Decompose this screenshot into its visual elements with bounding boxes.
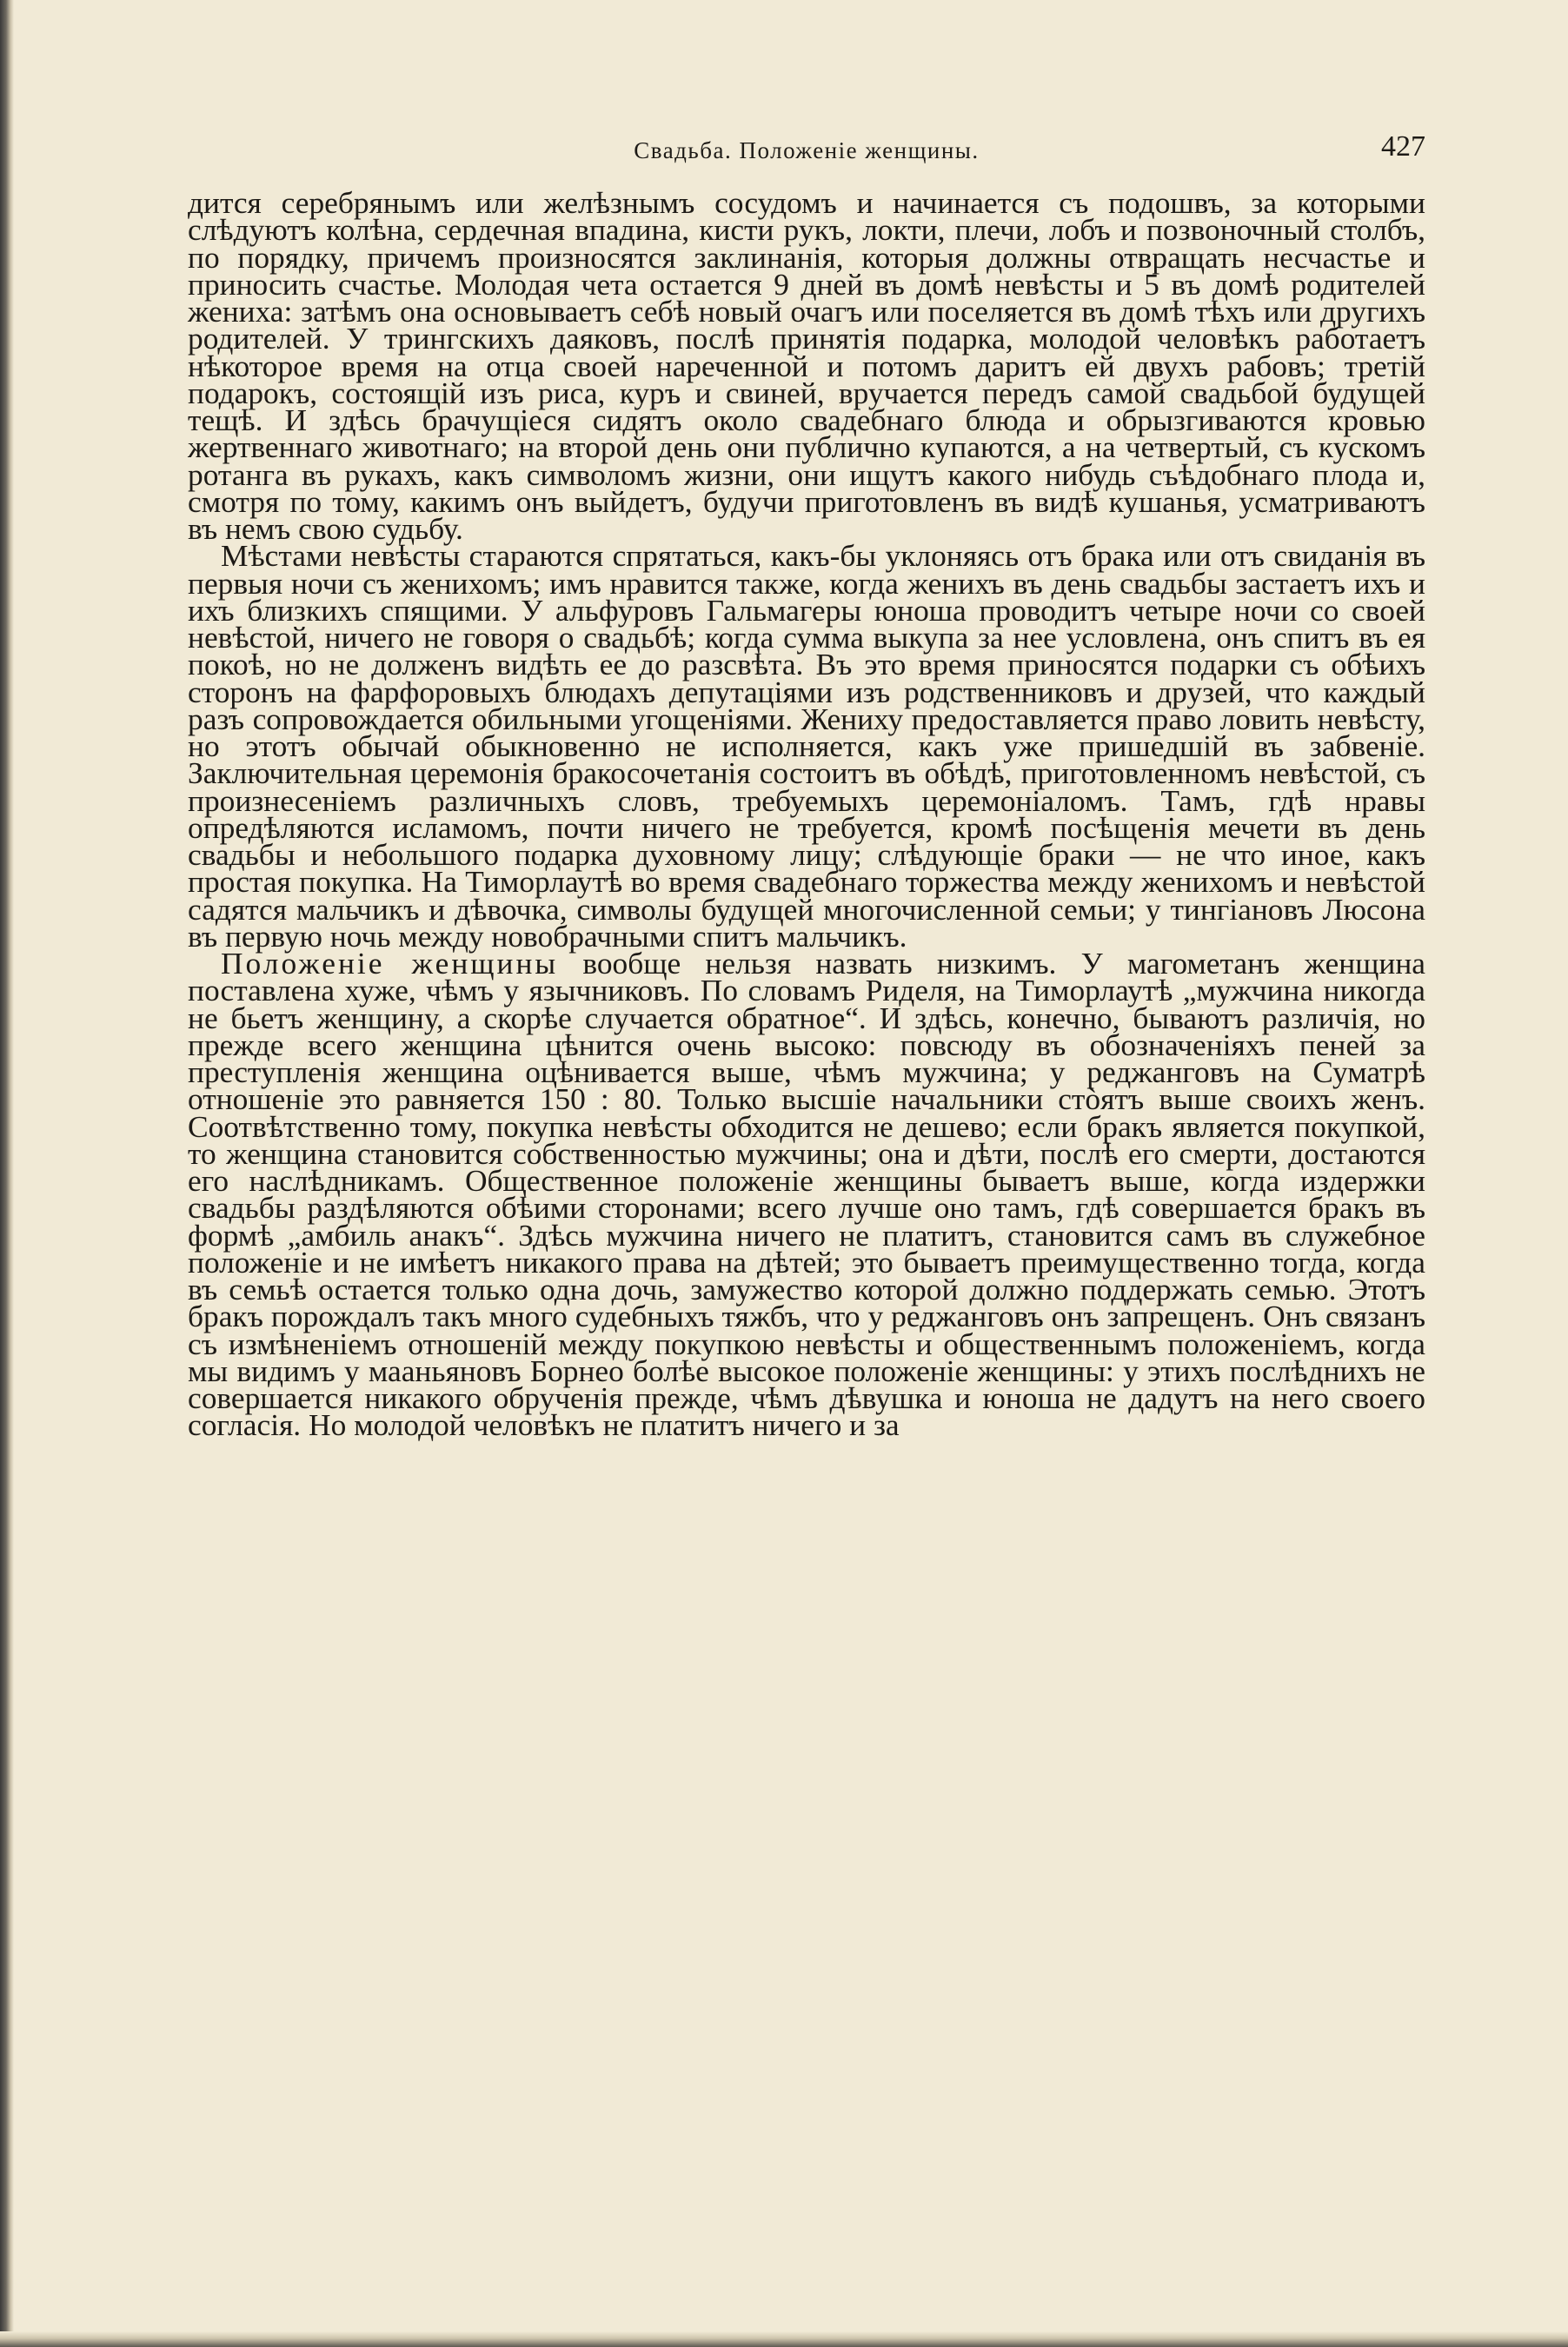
paragraph-continued: дится серебрянымъ или желѣзнымъ сосудомъ и начинается съ подошвъ, за которыми слѣдуютъ колѣна, сердечная впадина, кисти рукъ, локти, плечи, лобъ и позвоночный столбъ, по порядку, причемъ произносятся заклинанія, которыя должны отвращать несчастье и приносить счастье. Молодая чета остается 9 дней въ домѣ невѣсты и 5 въ домѣ родителей жениха: затѣмъ она основываетъ себѣ новый очагъ или поселяется въ домѣ тѣхъ или другихъ родителей. У трингскихъ даяковъ, послѣ принятія подарка, молодой человѣкъ работаетъ нѣкоторое время на отца своей нареченной и потомъ даритъ ей двухъ рабовъ; третій подарокъ, состоящій изъ риса, куръ и свиней, вручается передъ самой свадьбой будущей тещѣ. И здѣсь брачущіеся сидятъ около свадебнаго блюда и обрызгиваются кровью жертвеннаго животнаго; на второй день они публично купаются, а на четвертый, съ кускомъ ротанга въ рукахъ, какъ символомъ жизни, они ищутъ какого нибудь съѣдобнаго плода и, смотря по тому, какимъ онъ выйдетъ, будучи приготовленъ въ видѣ кушанья, усматриваютъ въ немъ свою судьбу. [188, 185, 1425, 546]
scan-edge-bottom [0, 2331, 1568, 2347]
paragraph-body: вообще нельзя назвать низкимъ. У магометанъ женщина поставлена хуже, чѣмъ у язычниковъ. По словамъ Риделя, на Тиморлаутѣ „мужчина никогда не бьетъ женщину, а скорѣе случается обратное“. И здѣсь, конечно, бываютъ различія, но прежде всего женщина цѣнится очень высоко: повсюду въ обозначеніяхъ пеней за преступленія женщина оцѣнивается выше, чѣмъ мужчина; у реджанговъ на Суматрѣ отношеніе это равняется 150 : 80. Только высшіе начальники стòятъ выше своихъ женъ. Соотвѣтственно тому, покупка невѣсты обходится не дешево; если бракъ является покупкой, то женщина становится собственностью мужчины; она и дѣти, послѣ его смерти, достаются его наслѣдникамъ. Общественное положеніе женщины бываетъ выше, когда издержки свадьбы раздѣляются обѣими сторонами; всего лучше оно тамъ, гдѣ совершается бракъ въ формѣ „амбиль анакъ“. Здѣсь мужчина ничего не платитъ, становится самъ въ служебное положеніе и не имѣетъ никакого права на дѣтей; это бываетъ преимущественно тогда, когда въ семьѣ остается только одна дочь, замужество которой должно поддержать семью. Этотъ бракъ порождалъ такъ много судебныхъ тяжбъ, что у реджанговъ онъ запрещенъ. Онъ связанъ съ измѣненіемъ отношеній между покупкою невѣсты и общественнымъ положеніемъ, когда мы видимъ у мааньяновъ Борнео болѣе высокое положеніе женщины: у этихъ послѣднихъ не совершается никакого обрученія прежде, чѣмъ дѣвушка и юноша не дадутъ на него своего согласія. Но молодой человѣкъ не платитъ ничего и за [188, 946, 1425, 1443]
paragraph-position-of-women [188, 946, 1425, 1443]
page-number: 427 [1381, 130, 1425, 163]
paragraph-brides-hiding: Мѣстами невѣсты стараются спрятаться, какъ-бы уклоняясь отъ брака или отъ свиданія въ первыя ночи съ женихомъ; имъ нравится также, когда женихъ въ день свадьбы застаетъ ихъ и ихъ близкихъ спящими. У альфуровъ Гальмагеры юноша проводитъ четыре ночи со своей невѣстой, ничего не говоря о свадьбѣ; когда сумма выкупа за нее условлена, онъ спитъ въ ея покоѣ, но не долженъ видѣть ее до разсвѣта. Въ это время приносятся подарки съ обѣихъ сторонъ на фарфоровыхъ блюдахъ депутаціями изъ родственниковъ и друзей, что каждый разъ сопровождается обильными угощеніями. Жениху предоставляется право ловить невѣсту, но этотъ обычай обыкновенно не исполняется, какъ уже пришедшій въ забвеніе. Заключительная церемонія бракосочетанія состоитъ въ обѣдѣ, приготовленномъ невѣстой, съ произнесеніемъ различныхъ словъ, требуемыхъ церемоніаломъ. Тамъ, гдѣ нравы опредѣляются исламомъ, почти ничего не требуется, кромѣ посѣщенія мечети въ день свадьбы и небольшого подарка духовному лицу; слѣдующіе браки — не что иное, какъ простая покупка. На Тиморлаутѣ во время свадебнаго торжества между женихомъ и невѣстой садятся мальчикъ и дѣвочка, символы будущей многочисленной семьи; у тингіановъ Люсона въ первую ночь между новобрачными спитъ мальчикъ. [188, 538, 1425, 954]
running-title: Свадьба. Положеніе женщины. [634, 137, 980, 163]
section-lead-term: Положеніе женщины [221, 946, 559, 981]
page-text [188, 185, 1425, 1443]
scan-edge-left [0, 0, 14, 2347]
running-header [188, 129, 1425, 177]
